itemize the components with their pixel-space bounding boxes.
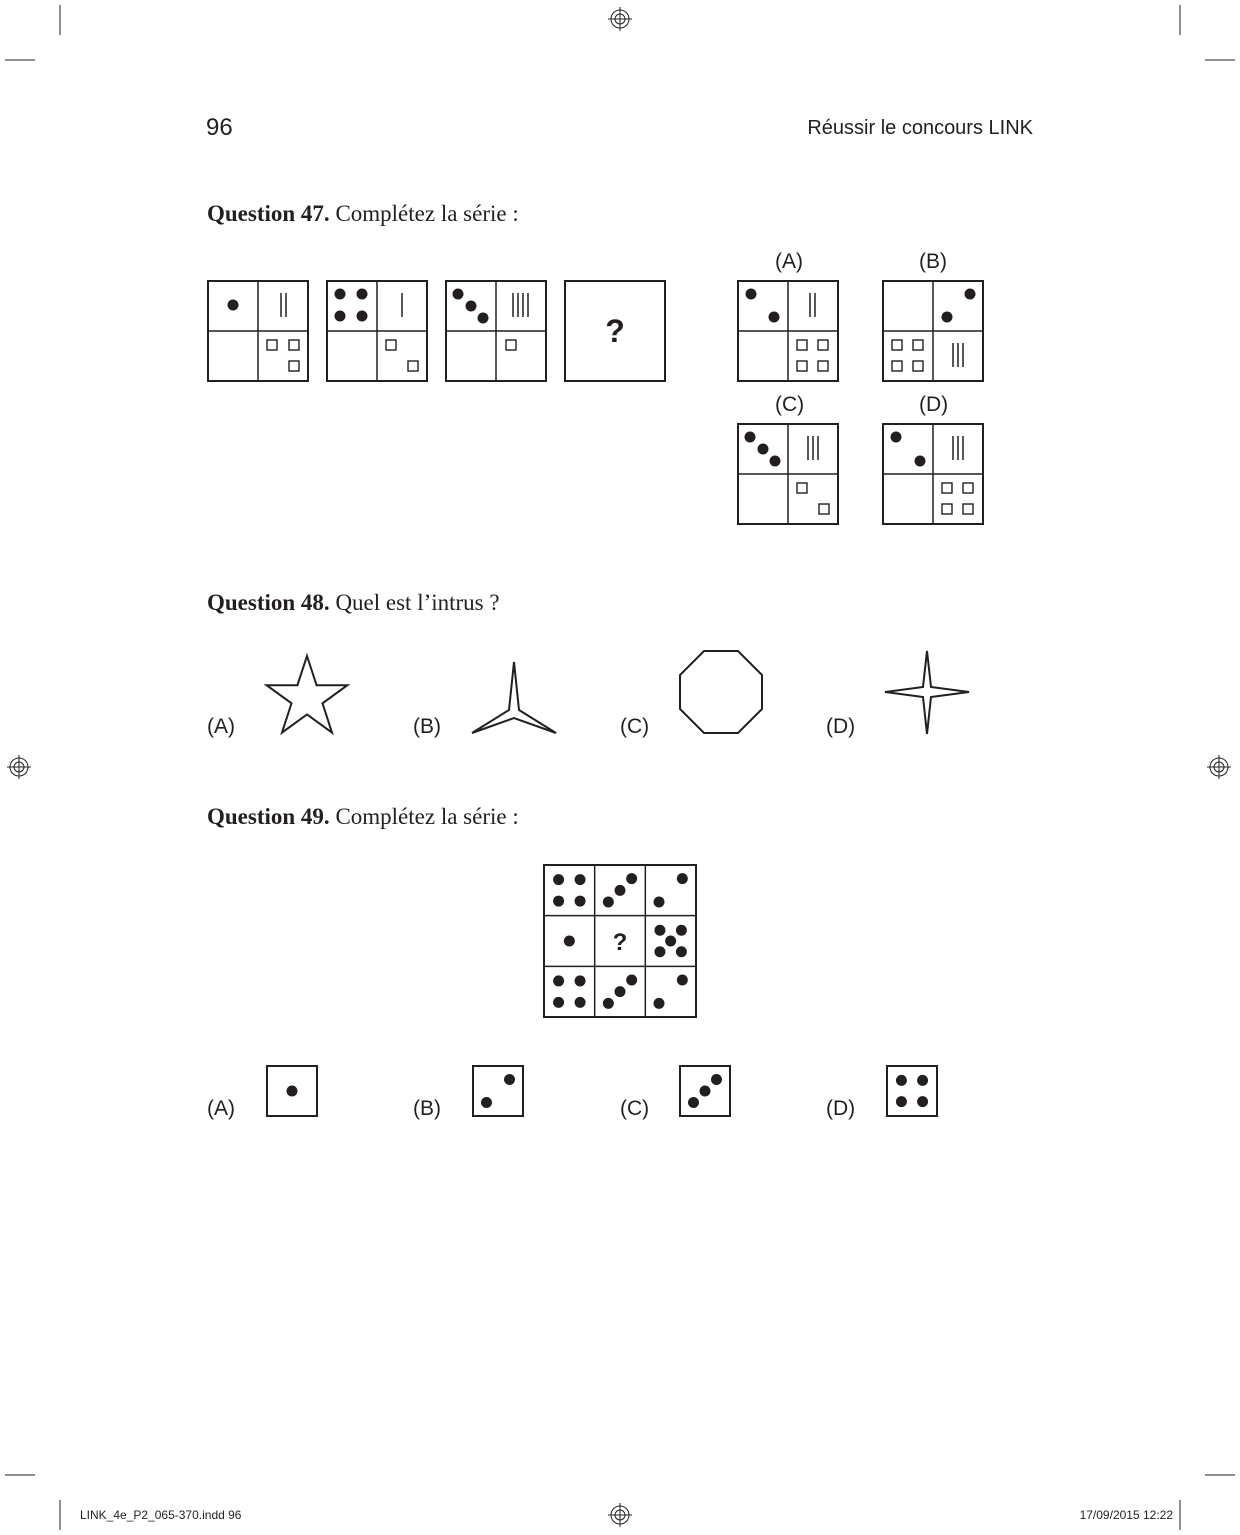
dot bbox=[676, 946, 687, 957]
dot bbox=[553, 896, 564, 907]
q48-option-a-label: (A) bbox=[207, 715, 235, 738]
dot bbox=[603, 998, 614, 1009]
octagon-icon[interactable] bbox=[676, 648, 766, 738]
dot bbox=[553, 975, 564, 986]
dot bbox=[575, 975, 586, 986]
q47-sequence-box-2 bbox=[326, 280, 428, 382]
q47-option-b-label: (B) bbox=[919, 250, 947, 273]
q47-option-a-label: (A) bbox=[775, 250, 803, 273]
footer-date: 17/09/2015 12:22 bbox=[1079, 1508, 1173, 1522]
question-mark: ? bbox=[605, 313, 625, 349]
q47-sequence-box-3 bbox=[445, 280, 547, 382]
q49-option-b-label: (B) bbox=[413, 1097, 441, 1120]
q48-option-c-label: (C) bbox=[620, 715, 650, 738]
dot bbox=[575, 896, 586, 907]
q49-option-a[interactable] bbox=[266, 1065, 318, 1117]
dot bbox=[626, 975, 637, 986]
dot bbox=[688, 1097, 699, 1108]
footer-file-info: LINK_4e_P2_065-370.indd 96 bbox=[80, 1508, 242, 1522]
dot bbox=[700, 1086, 711, 1097]
dot bbox=[917, 1075, 928, 1086]
registration-mark-right bbox=[1207, 755, 1231, 779]
five-point-star-icon[interactable] bbox=[262, 653, 352, 737]
running-head: Réussir le concours LINK bbox=[807, 117, 1033, 139]
q49-option-b[interactable] bbox=[472, 1065, 524, 1117]
question-47-label: Question 47. bbox=[207, 201, 330, 226]
q49-option-c-label: (C) bbox=[620, 1097, 650, 1120]
q47-option-b[interactable] bbox=[882, 280, 984, 382]
q47-option-c[interactable] bbox=[737, 423, 839, 525]
q47-option-d-label: (D) bbox=[919, 393, 949, 416]
q47-option-c-label: (C) bbox=[775, 393, 805, 416]
dot bbox=[287, 1086, 298, 1097]
dot bbox=[654, 925, 665, 936]
dot bbox=[654, 897, 665, 908]
dot bbox=[665, 936, 676, 947]
question-49-label: Question 49. bbox=[207, 804, 330, 829]
q49-option-c[interactable] bbox=[679, 1065, 731, 1117]
registration-mark-left bbox=[7, 755, 31, 779]
q49-option-d-label: (D) bbox=[826, 1097, 856, 1120]
dot bbox=[654, 998, 665, 1009]
q47-sequence-box-1 bbox=[207, 280, 309, 382]
dot bbox=[654, 946, 665, 957]
dot bbox=[677, 873, 688, 884]
question-47-prompt: Complétez la série : bbox=[335, 201, 519, 226]
dot bbox=[603, 897, 614, 908]
page-number: 96 bbox=[206, 114, 233, 141]
dot bbox=[615, 885, 626, 896]
dot bbox=[711, 1074, 722, 1085]
question-48-title bbox=[207, 590, 500, 616]
question-48-prompt: Quel est l’intrus ? bbox=[335, 590, 500, 615]
dot bbox=[896, 1096, 907, 1107]
dot bbox=[553, 997, 564, 1008]
dot bbox=[553, 874, 564, 885]
registration-mark-top bbox=[608, 7, 632, 31]
question-47-title bbox=[207, 201, 519, 227]
grid-question-mark: ? bbox=[612, 929, 628, 956]
question-49-title bbox=[207, 804, 519, 830]
q49-dot-grid bbox=[543, 864, 697, 1018]
q49-option-d[interactable] bbox=[886, 1065, 938, 1117]
dot bbox=[481, 1097, 492, 1108]
dot bbox=[626, 873, 637, 884]
dot bbox=[575, 997, 586, 1008]
registration-mark-bottom bbox=[608, 1503, 632, 1527]
dot bbox=[677, 975, 688, 986]
four-point-star-icon[interactable] bbox=[883, 648, 973, 738]
three-point-star-icon[interactable] bbox=[470, 659, 560, 737]
q47-unknown-box bbox=[564, 280, 666, 382]
dot bbox=[896, 1075, 907, 1086]
question-48-label: Question 48. bbox=[207, 590, 330, 615]
q47-option-d[interactable] bbox=[882, 423, 984, 525]
question-49-prompt: Complétez la série : bbox=[335, 804, 519, 829]
q48-option-d-label: (D) bbox=[826, 715, 856, 738]
q47-option-a[interactable] bbox=[737, 280, 839, 382]
q48-option-b-label: (B) bbox=[413, 715, 441, 738]
dot bbox=[615, 986, 626, 997]
dot bbox=[504, 1074, 515, 1085]
q49-option-a-label: (A) bbox=[207, 1097, 235, 1120]
dot bbox=[917, 1096, 928, 1107]
dot bbox=[564, 936, 575, 947]
dot bbox=[676, 925, 687, 936]
dot bbox=[575, 874, 586, 885]
